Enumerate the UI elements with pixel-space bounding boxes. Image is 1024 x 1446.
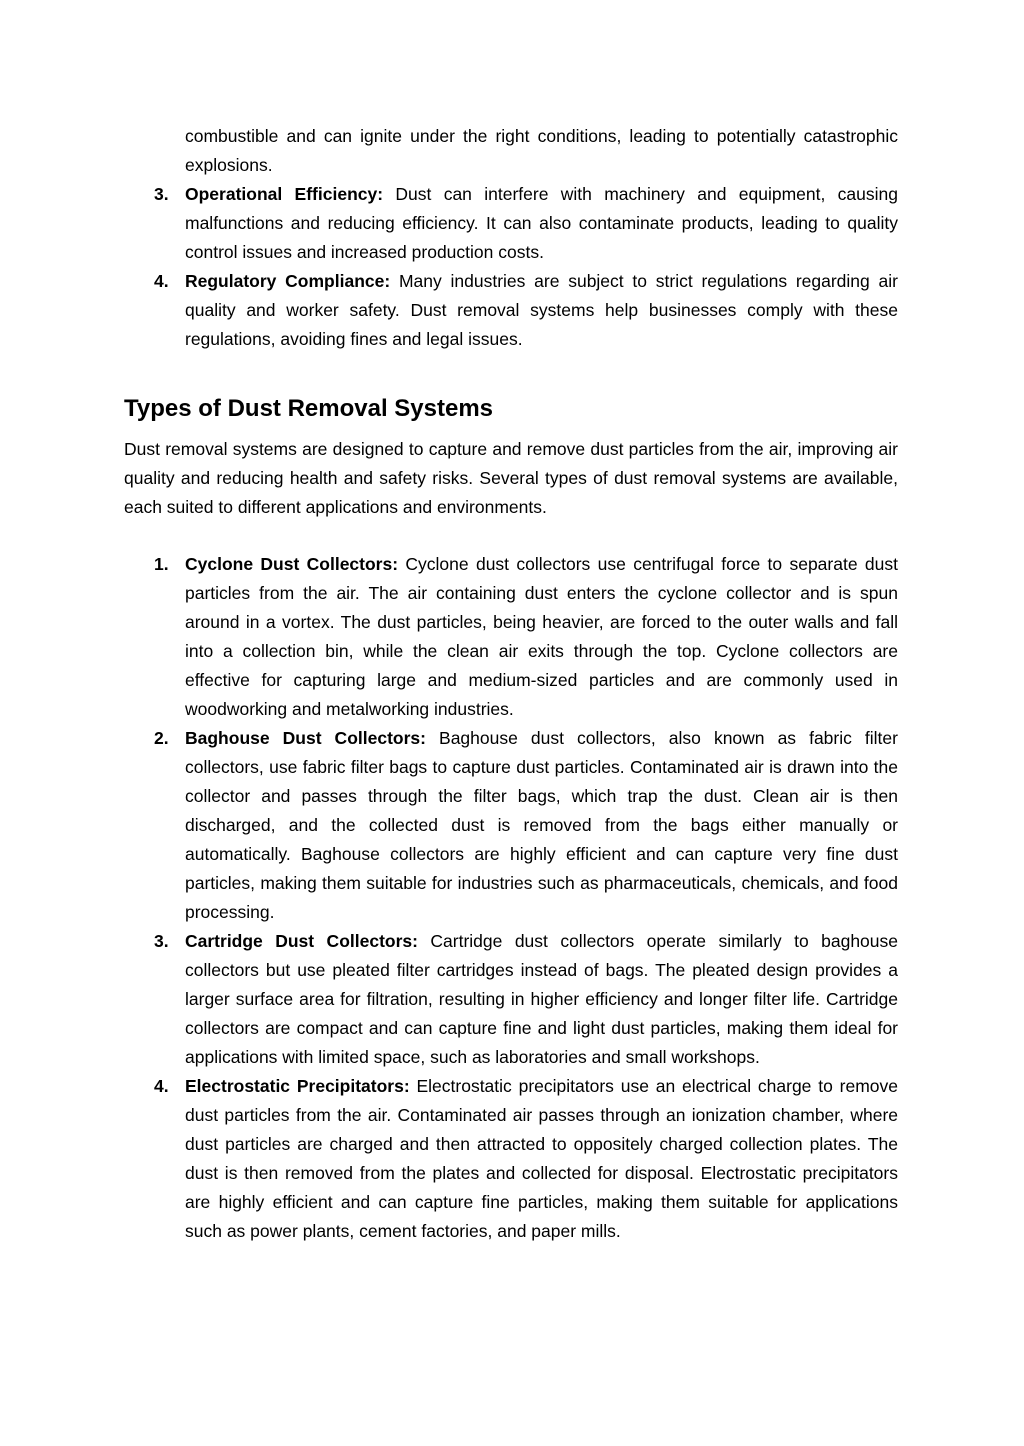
list-item-term: Baghouse Dust Collectors: — [185, 728, 426, 748]
list-item-text: Dust can interfere with machinery and equipment, causing malfunctions and reducing efficiency. It can also contaminate products, leading to quality control issues and increased production costs. — [185, 184, 898, 262]
list-item-text: Baghouse dust collectors, also known as fabric filter collectors, use fabric filter bags to capture dust particles. Contaminated air is drawn into the collector and passes through the filter bags, which trap the dust. Clean air is then discharged, and the collected dust is removed from the bags either manually or automatically. Baghouse collectors are highly efficient and can capture very fine dust particles, making them suitable for industries such as pharmaceuticals, chemicals, and food processing. — [185, 728, 898, 922]
list-item-term: Operational Efficiency: — [185, 184, 384, 204]
list-item — [124, 927, 898, 1072]
list-item-text: combustible and can ignite under the right conditions, leading to potentially catastrophic explosions. — [185, 126, 898, 175]
list-item-text: Electrostatic precipitators use an electrical charge to remove dust particles from the air. Contaminated air passes through an ionization chamber, where dust particles are charged and then attracted to oppositely charged collection plates. The dust is then removed from the plates and collected for disposal. Electrostatic precipitators are highly efficient and can capture fine particles, making them suitable for applications such as power plants, cement factories, and paper mills. — [185, 1076, 898, 1241]
list-item — [124, 267, 898, 354]
dust-systems-list — [124, 550, 898, 1246]
continued-list — [124, 122, 898, 354]
list-item-term: Regulatory Compliance: — [185, 271, 391, 291]
section-heading: Types of Dust Removal Systems — [124, 395, 494, 422]
list-item-term: Cartridge Dust Collectors: — [185, 931, 418, 951]
list-item-number: 2. — [154, 728, 169, 748]
list-item-continued — [124, 122, 898, 180]
list-item — [124, 1072, 898, 1246]
list-item-text: Cyclone dust collectors use centrifugal force to separate dust particles from the air. The air containing dust enters the cyclone collector and is spun around in a vortex. The dust particles, being heavier, are forced to the outer walls and fall into a collection bin, while the clean air exits through the top. Cyclone collectors are effective for capturing large and medium-sized particles and are commonly used in woodworking and metalworking industries. — [185, 554, 898, 719]
list-item-number: 4. — [154, 1076, 169, 1096]
section-intro: Dust removal systems are designed to capture and remove dust particles from the air, improving air quality and reducing health and safety risks. Several types of dust removal systems are available, each suited to different applications and environments. — [124, 439, 898, 517]
list-item — [124, 180, 898, 267]
list-item-number: 3. — [154, 931, 169, 951]
list-item-number: 1. — [154, 554, 169, 574]
list-item-number: 4. — [154, 271, 169, 291]
list-item-text: Cartridge dust collectors operate similarly to baghouse collectors but use pleated filter cartridges instead of bags. The pleated design provides a larger surface area for filtration, resulting in higher efficiency and longer filter life. Cartridge collectors are compact and can capture fine and light dust particles, making them ideal for applications with limited space, such as laboratories and small workshops. — [185, 931, 898, 1067]
list-item — [124, 550, 898, 724]
page-content — [124, 122, 898, 1246]
list-item-number: 3. — [154, 184, 169, 204]
list-item — [124, 724, 898, 927]
list-item-term: Electrostatic Precipitators: — [185, 1076, 410, 1096]
list-item-text: Many industries are subject to strict regulations regarding air quality and worker safety. Dust removal systems help businesses comply with these regulations, avoiding fines and legal issues. — [185, 271, 898, 349]
list-item-term: Cyclone Dust Collectors: — [185, 554, 399, 574]
